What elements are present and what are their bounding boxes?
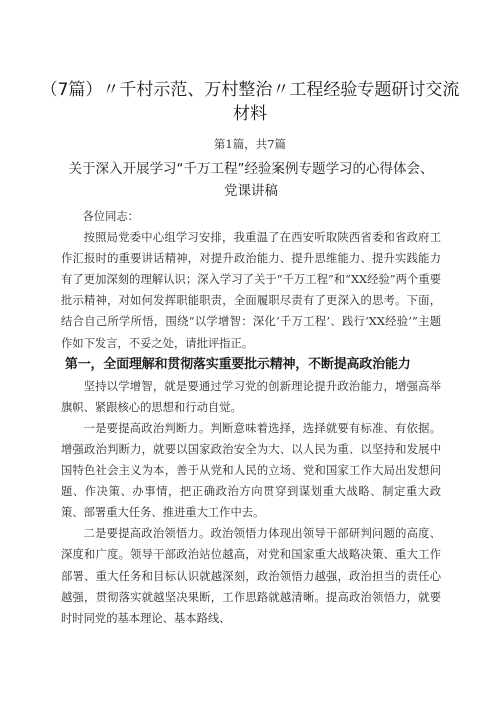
document-title: （7篇）〃千村示范、万村整治〃工程经验专题研讨交流材料 [40, 80, 460, 124]
article-title: 关于深入开展学习“千万工程”经验案例专题学习的心得体会、党课讲稿 [68, 161, 434, 199]
article-body [61, 206, 441, 629]
section-heading: 第一，全面理解和贯彻落实重要批示精神，不断提高政治能力 [64, 356, 411, 372]
section-paragraph: 二是要提高政治领悟力。政治领悟力体现出领导干部研判问题的高度、深度和广度。领导干部政治站位越高，对党和国家重大战略决策、重大工作部署、重大任务和目标认识就越深刻，政治领悟力越强，政治担当的责任心越强，贯彻落实就越坚决果断，工作思路就越清晰。提高政治领悟力，就要时时同党的基本理论、基本路线、 [61, 527, 441, 625]
intro-paragraph: 按照局党委中心组学习安排，我重温了在西安听取陕西省委和省政府工作汇报时的重要讲话精神，对提升政治能力、提升思维能力、提升实践能力有了更加深刻的理解认识；深入学习了关于“千万工程”和“XX经验”两个重要批示精神，对如何发挥职能职责，全面履职尽责有了更深入的思考。下面，结合自己所学所悟，围绕“以学增智：深化‘千万工程’、践行‘XX经验’”主题作如下发言，不妥之处，请批评指正。 [61, 231, 441, 350]
salutation: 各位同志： [82, 210, 139, 223]
part-label: 第1篇，共7篇 [213, 137, 287, 151]
section-paragraph: 一是要提高政治判断力。判断意味着选择，选择就要有标准、有依据。增强政治判断力，就要以国家政治安全为大、以人民为重、以坚持和发展中国特色社会主义为本，善于从党和人民的立场、党和国家工作大局出发想问题、作决策、办事情，把正确政治方向贯穿到谋划重大战略、制定重大政策、部署重大任务、推进重大工作中去。 [61, 421, 441, 520]
section-paragraph: 坚持以学增智，就是要通过学习党的创新理论提升政治能力，增强高举旗帜、紧跟核心的思想和行动自觉。 [61, 379, 441, 414]
